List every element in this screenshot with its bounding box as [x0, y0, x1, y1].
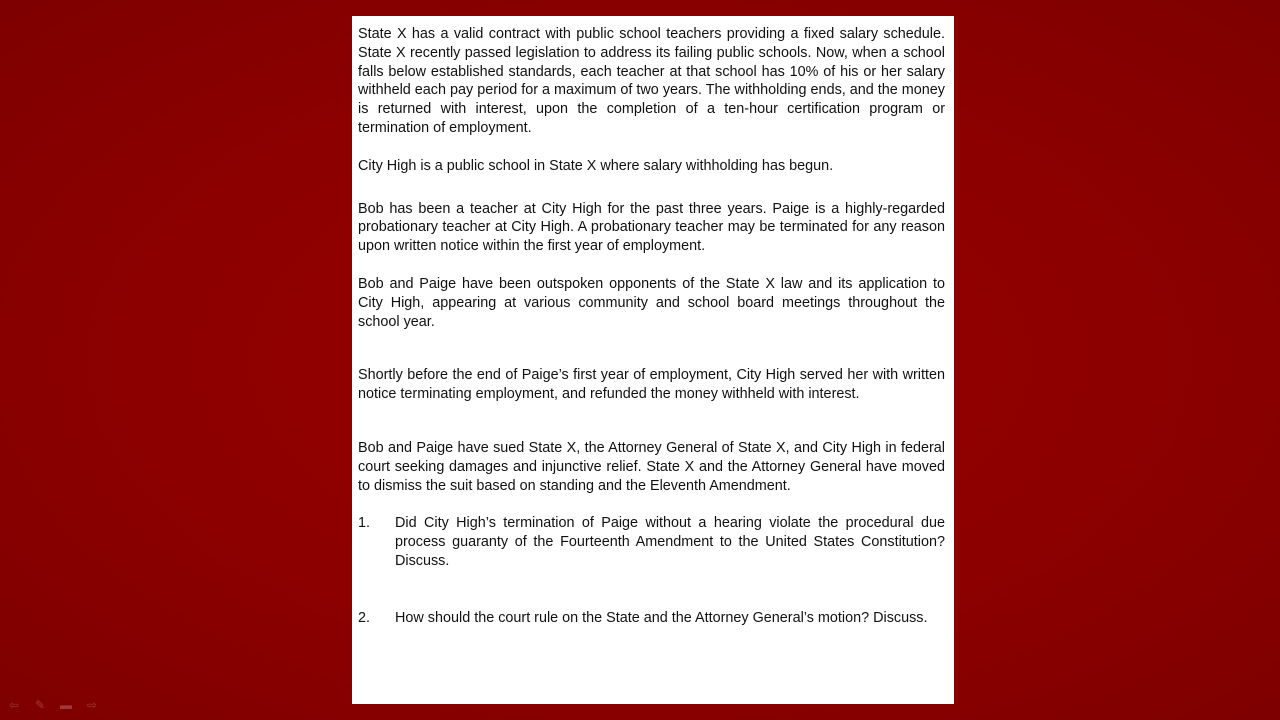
question-text: How should the court rule on the State and the Attorney General’s motion? Discuss. [395, 609, 928, 626]
question-number: 2. [358, 609, 371, 626]
paragraph-lawsuit: Bob and Paige have sued State X, the Attorney General of State X, and City High in federal court seeking damages and injunctive relief. State X and the Attorney General have moved to dismiss the suit based on standing and the Eleventh Amendment. [358, 439, 945, 494]
document-page [352, 16, 954, 704]
paragraph-contract: State X has a valid contract with public school teachers providing a fixed salary schedule. State X recently passed legislation to address its failing public schools. Now, when a school falls below established standards, each teacher at that school has 10% of his or her salary withheld each pay period for a maximum of two years. The withholding ends, and the money is returned with interest, upon the completion of a ten-hour certification program or termination of employment. [358, 26, 945, 136]
paragraph-bob-paige-teachers: Bob has been a teacher at City High for the past three years. Paige is a highly-regarded probationary teacher at City High. A probationary teacher may be terminated for any reason upon written notice within the first year of employment. [358, 200, 945, 255]
paragraph-termination: Shortly before the end of Paige’s first year of employment, City High served her with written notice terminating employment, and refunded the money withheld with interest. [358, 367, 945, 403]
slide-menu-icon[interactable]: ▬ [60, 698, 72, 712]
next-arrow-icon[interactable]: ⇨ [86, 698, 98, 712]
pen-icon[interactable]: ✎ [34, 698, 46, 712]
paragraph-city-high: City High is a public school in State X where salary withholding has begun. [358, 157, 834, 174]
question-1 [358, 514, 945, 570]
question-text: Did City High’s termination of Paige without a hearing violate the procedural due process guaranty of the Fourteenth Amendment to the United States Constitution? Discuss. [395, 515, 945, 569]
paragraph-opponents: Bob and Paige have been outspoken opponents of the State X law and its application to City High, appearing at various community and school board meetings throughout the school year. [358, 275, 945, 330]
prev-arrow-icon[interactable]: ⇦ [8, 698, 20, 712]
slideshow-controls [6, 698, 100, 712]
question-2 [358, 609, 945, 628]
question-number: 1. [358, 515, 371, 532]
